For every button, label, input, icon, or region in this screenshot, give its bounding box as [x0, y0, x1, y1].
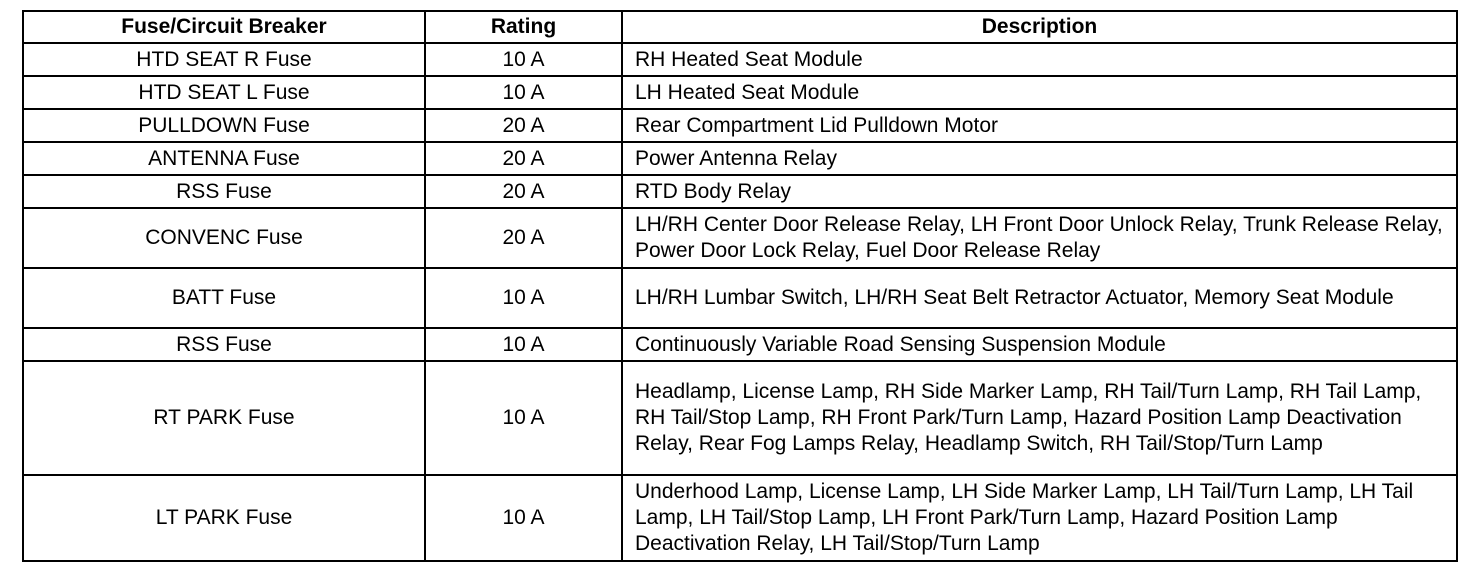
- table-row: [23, 475, 1457, 561]
- description-cell: Power Antenna Relay: [622, 142, 1457, 175]
- fuse-name-cell: CONVENC Fuse: [23, 208, 425, 268]
- rating-cell: 10 A: [425, 475, 622, 561]
- description-cell: Rear Compartment Lid Pulldown Motor: [622, 109, 1457, 142]
- rating-cell: 20 A: [425, 175, 622, 208]
- rating-cell: 10 A: [425, 76, 622, 109]
- fuse-name-cell: ANTENNA Fuse: [23, 142, 425, 175]
- table-row: [23, 175, 1457, 208]
- rating-cell: 10 A: [425, 268, 622, 328]
- table-row: [23, 142, 1457, 175]
- fuse-table-container: [22, 10, 1456, 562]
- rating-cell: 20 A: [425, 208, 622, 268]
- fuse-name-cell: BATT Fuse: [23, 268, 425, 328]
- header-rating: Rating: [425, 11, 622, 43]
- table-header-row: [23, 11, 1457, 43]
- fuse-name-cell: PULLDOWN Fuse: [23, 109, 425, 142]
- rating-cell: 10 A: [425, 361, 622, 475]
- description-cell: LH Heated Seat Module: [622, 76, 1457, 109]
- table-row: [23, 208, 1457, 268]
- table-row: [23, 76, 1457, 109]
- fuse-table: [22, 10, 1458, 562]
- table-row: [23, 361, 1457, 475]
- fuse-name-cell: RSS Fuse: [23, 328, 425, 361]
- description-cell: RH Heated Seat Module: [622, 43, 1457, 76]
- fuse-name-cell: HTD SEAT R Fuse: [23, 43, 425, 76]
- description-cell: RTD Body Relay: [622, 175, 1457, 208]
- fuse-name-cell: RSS Fuse: [23, 175, 425, 208]
- rating-cell: 20 A: [425, 109, 622, 142]
- rating-cell: 10 A: [425, 43, 622, 76]
- table-row: [23, 268, 1457, 328]
- header-fuse: Fuse/Circuit Breaker: [23, 11, 425, 43]
- rating-cell: 20 A: [425, 142, 622, 175]
- table-row: [23, 109, 1457, 142]
- description-cell: Underhood Lamp, License Lamp, LH Side Marker Lamp, LH Tail/Turn Lamp, LH Tail Lamp, LH Tail/Stop Lamp, LH Front Park/Turn Lamp, Hazard Position Lamp Deactivation Relay, LH Tail/Stop/Turn Lamp: [622, 475, 1457, 561]
- description-cell: Continuously Variable Road Sensing Suspension Module: [622, 328, 1457, 361]
- fuse-name-cell: HTD SEAT L Fuse: [23, 76, 425, 109]
- fuse-name-cell: LT PARK Fuse: [23, 475, 425, 561]
- table-row: [23, 43, 1457, 76]
- description-cell: LH/RH Center Door Release Relay, LH Front Door Unlock Relay, Trunk Release Relay, Power Door Lock Relay, Fuel Door Release Relay: [622, 208, 1457, 268]
- fuse-name-cell: RT PARK Fuse: [23, 361, 425, 475]
- description-cell: LH/RH Lumbar Switch, LH/RH Seat Belt Retractor Actuator, Memory Seat Module: [622, 268, 1457, 328]
- table-row: [23, 328, 1457, 361]
- header-description: Description: [622, 11, 1457, 43]
- description-cell: Headlamp, License Lamp, RH Side Marker Lamp, RH Tail/Turn Lamp, RH Tail Lamp, RH Tail/Stop Lamp, RH Front Park/Turn Lamp, Hazard Position Lamp Deactivation Relay, Rear Fog Lamps Relay, Headlamp Switch, RH Tail/Stop/Turn Lamp: [622, 361, 1457, 475]
- rating-cell: 10 A: [425, 328, 622, 361]
